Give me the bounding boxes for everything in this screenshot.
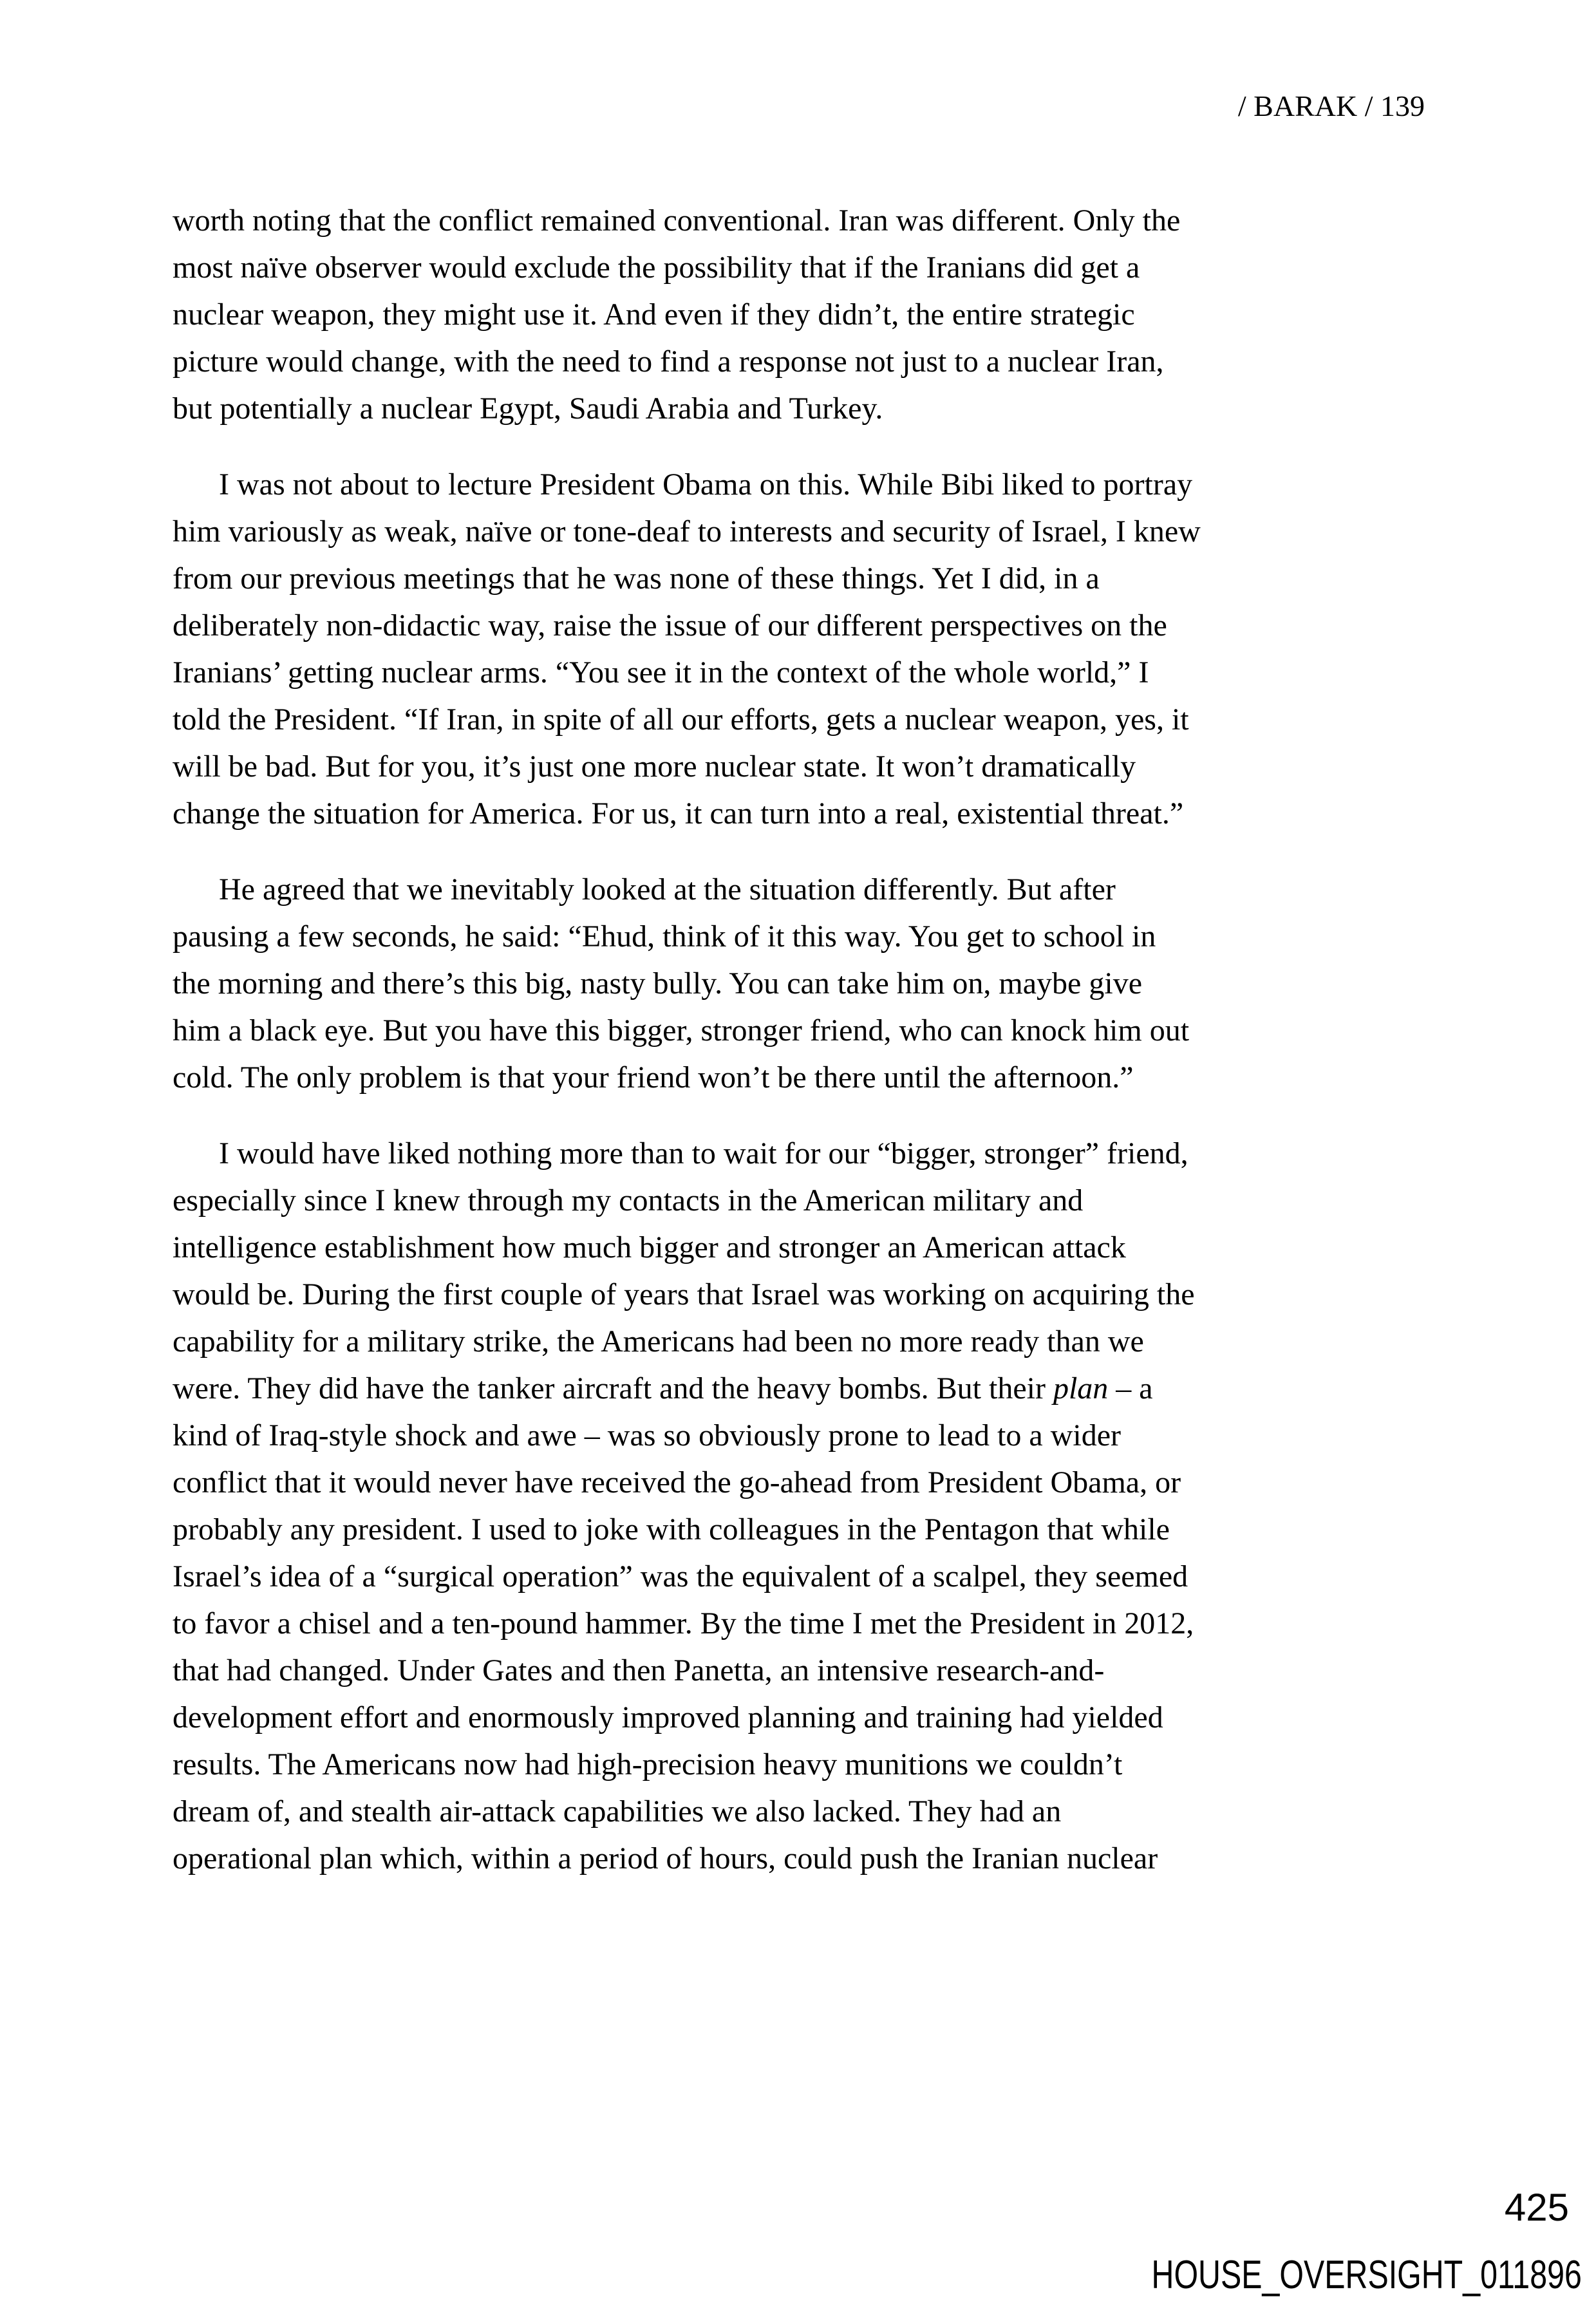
page-number: 425 (1504, 2186, 1569, 2229)
text-line: him a black eye. But you have this bigger, stronger friend, who can knock him out (173, 1013, 1190, 1048)
paragraph (173, 461, 1428, 837)
text-line: told the President. “If Iran, in spite of all our efforts, gets a nuclear weapon, yes, it (173, 702, 1189, 737)
text-line: that had changed. Under Gates and then Panetta, an intensive research-and- (173, 1653, 1105, 1687)
text-line: the morning and there’s this big, nasty bully. You can take him on, maybe give (173, 966, 1142, 1001)
paragraph (173, 866, 1428, 1101)
paragraph (173, 197, 1428, 432)
text-line: results. The Americans now had high-precision heavy munitions we couldn’t (173, 1747, 1123, 1781)
text-line: most naïve observer would exclude the possibility that if the Iranians did get a (173, 250, 1140, 285)
paragraph (173, 1130, 1428, 1882)
text-line: conflict that it would never have received the go-ahead from President Obama, or (173, 1465, 1181, 1499)
text-line: will be bad. But for you, it’s just one more nuclear state. It won’t dramatically (173, 749, 1136, 784)
text-line: pausing a few seconds, he said: “Ehud, think of it this way. You get to school in (173, 919, 1156, 954)
running-header: / BARAK / 139 (1237, 89, 1425, 122)
text-line: deliberately non-didactic way, raise the issue of our different perspectives on the (173, 608, 1167, 643)
text-line: dream of, and stealth air-attack capabilities we also lacked. They had an (173, 1794, 1062, 1828)
text-line: He agreed that we inevitably looked at the situation differently. But after (219, 872, 1116, 907)
text-line: intelligence establishment how much bigger and stronger an American attack (173, 1230, 1126, 1264)
text-line: I was not about to lecture President Obama on this. While Bibi liked to portray (219, 467, 1193, 502)
text-line: to favor a chisel and a ten-pound hammer. By the time I met the President in 2012, (173, 1606, 1194, 1640)
text-line: especially since I knew through my contacts in the American military and (173, 1183, 1084, 1217)
text-line: cold. The only problem is that your friend won’t be there until the afternoon.” (173, 1060, 1134, 1095)
body-text (173, 197, 1428, 1882)
text-line: operational plan which, within a period of hours, could push the Iranian nuclear (173, 1841, 1158, 1875)
text-line: probably any president. I used to joke with colleagues in the Pentagon that while (173, 1512, 1170, 1546)
text-line: nuclear weapon, they might use it. And even if they didn’t, the entire strategic (173, 297, 1135, 332)
text-line: I would have liked nothing more than to wait for our “bigger, stronger” friend, (219, 1136, 1188, 1170)
text-line: Iranians’ getting nuclear arms. “You see it in the context of the whole world,” I (173, 655, 1149, 690)
text-line: were. They did have the tanker aircraft and the heavy bombs. But their plan – a (173, 1371, 1153, 1405)
text-line: from our previous meetings that he was none of these things. Yet I did, in a (173, 561, 1100, 596)
text-line: development effort and enormously improved planning and training had yielded (173, 1700, 1163, 1734)
text-line: Israel’s idea of a “surgical operation” was the equivalent of a scalpel, they seemed (173, 1559, 1188, 1593)
text-line: picture would change, with the need to find a response not just to a nuclear Iran, (173, 344, 1164, 379)
text-line: would be. During the first couple of years that Israel was working on acquiring the (173, 1277, 1195, 1311)
text-line: him variously as weak, naïve or tone-deaf to interests and security of Israel, I knew (173, 514, 1201, 549)
text-line: change the situation for America. For us, it can turn into a real, existential threat.” (173, 796, 1184, 831)
text-line: but potentially a nuclear Egypt, Saudi Arabia and Turkey. (173, 391, 883, 426)
text-line: kind of Iraq-style shock and awe – was so obviously prone to lead to a wider (173, 1418, 1121, 1452)
text-line: capability for a military strike, the Americans had been no more ready than we (173, 1324, 1144, 1358)
bates-stamp: HOUSE_OVERSIGHT_011896 (1151, 2253, 1582, 2297)
text-line: worth noting that the conflict remained conventional. Iran was different. Only the (173, 203, 1181, 238)
